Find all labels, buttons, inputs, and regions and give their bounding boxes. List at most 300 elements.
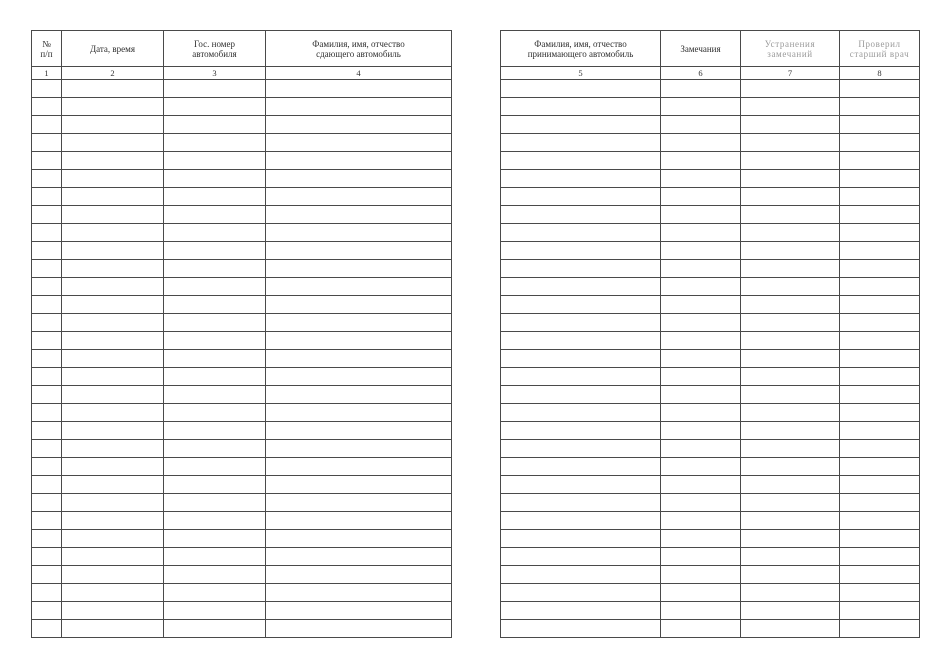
entry-cell: [840, 350, 920, 368]
entry-cell: [266, 494, 452, 512]
entry-cell: [840, 386, 920, 404]
entry-cell: [266, 116, 452, 134]
blank-entry-row: [501, 350, 920, 368]
entry-cell: [501, 458, 661, 476]
header-line: принимающего автомобиль: [527, 48, 634, 59]
blank-entry-row: [501, 152, 920, 170]
entry-cell: [32, 476, 62, 494]
entry-cell: [62, 80, 164, 98]
entry-cell: [661, 296, 741, 314]
entry-cell: [840, 260, 920, 278]
entry-cell: [501, 350, 661, 368]
entry-cell: [501, 224, 661, 242]
blank-entry-row: [501, 530, 920, 548]
column-number-row: [501, 67, 920, 80]
blank-entry-row: [501, 242, 920, 260]
entry-cell: [266, 512, 452, 530]
entry-cell: [164, 224, 266, 242]
entry-cell: [661, 440, 741, 458]
entry-cell: [840, 512, 920, 530]
entry-cell: [661, 548, 741, 566]
entry-cell: [501, 152, 661, 170]
blank-entry-row: [32, 494, 452, 512]
blank-entry-row: [501, 548, 920, 566]
entry-cell: [840, 314, 920, 332]
entry-cell: [840, 440, 920, 458]
blank-entry-row: [501, 134, 920, 152]
entry-cell: [266, 224, 452, 242]
entry-cell: [32, 602, 62, 620]
header-date-time: [62, 31, 164, 67]
entry-cell: [62, 404, 164, 422]
column-number: 1: [32, 67, 62, 80]
entry-cell: [62, 188, 164, 206]
entry-cell: [501, 548, 661, 566]
entry-cell: [501, 494, 661, 512]
header-plate-number: [164, 31, 266, 67]
header-row-number: [32, 31, 62, 67]
entry-cell: [741, 548, 840, 566]
blank-entry-row: [32, 260, 452, 278]
entry-cell: [661, 260, 741, 278]
blank-entry-row: [501, 404, 920, 422]
entry-cell: [501, 260, 661, 278]
entry-cell: [62, 170, 164, 188]
entry-cell: [501, 332, 661, 350]
entry-cell: [266, 602, 452, 620]
blank-entry-row: [32, 98, 452, 116]
blank-entry-row: [32, 602, 452, 620]
entry-cell: [164, 602, 266, 620]
column-number-row: [32, 67, 452, 80]
entry-cell: [164, 422, 266, 440]
entry-cell: [741, 620, 840, 638]
blank-entry-row: [501, 620, 920, 638]
entry-cell: [32, 80, 62, 98]
entry-cell: [501, 134, 661, 152]
entry-cell: [62, 242, 164, 260]
blank-entry-row: [32, 350, 452, 368]
entry-cell: [164, 332, 266, 350]
entry-cell: [62, 620, 164, 638]
entry-cell: [62, 548, 164, 566]
entry-cell: [164, 314, 266, 332]
entry-cell: [501, 476, 661, 494]
header-line: автомобиля: [192, 48, 237, 59]
blank-entry-row: [501, 602, 920, 620]
entry-cell: [164, 566, 266, 584]
entry-cell: [266, 584, 452, 602]
blank-entry-row: [32, 404, 452, 422]
entry-cell: [501, 530, 661, 548]
entry-cell: [62, 332, 164, 350]
blank-entry-row: [501, 386, 920, 404]
blank-entry-row: [501, 206, 920, 224]
entry-cell: [62, 530, 164, 548]
entry-cell: [164, 242, 266, 260]
entry-cell: [840, 206, 920, 224]
entry-cell: [661, 98, 741, 116]
entry-cell: [840, 134, 920, 152]
entry-cell: [266, 98, 452, 116]
entry-cell: [266, 566, 452, 584]
entry-cell: [741, 296, 840, 314]
header-line: старший врач: [849, 48, 910, 59]
entry-cell: [741, 368, 840, 386]
blank-entry-row: [32, 134, 452, 152]
header-receiving-driver-name: [501, 31, 661, 67]
column-number: 2: [62, 67, 164, 80]
entry-cell: [164, 620, 266, 638]
entry-cell: [62, 152, 164, 170]
entry-cell: [164, 296, 266, 314]
blank-entry-row: [32, 386, 452, 404]
entry-cell: [661, 152, 741, 170]
entry-cell: [741, 332, 840, 350]
entry-cell: [266, 134, 452, 152]
header-line: замечаний: [767, 48, 813, 59]
entry-cell: [266, 476, 452, 494]
entry-cell: [741, 314, 840, 332]
entry-cell: [741, 494, 840, 512]
entry-cell: [62, 386, 164, 404]
entry-cell: [661, 512, 741, 530]
blank-entry-row: [501, 440, 920, 458]
blank-entry-row: [32, 296, 452, 314]
entry-cell: [164, 98, 266, 116]
entry-cell: [62, 602, 164, 620]
entry-cell: [661, 134, 741, 152]
entry-cell: [661, 278, 741, 296]
entry-cell: [266, 422, 452, 440]
blank-entry-row: [32, 458, 452, 476]
entry-cell: [840, 368, 920, 386]
entry-cell: [32, 116, 62, 134]
column-number: 4: [266, 67, 452, 80]
entry-cell: [661, 530, 741, 548]
entry-cell: [661, 494, 741, 512]
header-row: [32, 31, 452, 67]
blank-entry-row: [501, 422, 920, 440]
blank-entry-row: [501, 332, 920, 350]
blank-entry-row: [501, 188, 920, 206]
entry-cell: [661, 476, 741, 494]
entry-cell: [741, 440, 840, 458]
header-line: Дата, время: [89, 43, 136, 54]
entry-cell: [840, 80, 920, 98]
entry-cell: [32, 278, 62, 296]
entry-cell: [661, 458, 741, 476]
entry-cell: [62, 350, 164, 368]
entry-cell: [501, 440, 661, 458]
entry-cell: [661, 386, 741, 404]
entry-cell: [741, 260, 840, 278]
entry-cell: [661, 602, 741, 620]
entry-cell: [62, 458, 164, 476]
entry-cell: [501, 314, 661, 332]
entry-cell: [32, 332, 62, 350]
entry-cell: [741, 278, 840, 296]
entry-cell: [741, 116, 840, 134]
entry-cell: [266, 440, 452, 458]
header-line: Фамилия, имя, отчество: [534, 38, 627, 49]
entry-cell: [32, 584, 62, 602]
entry-cell: [840, 296, 920, 314]
entry-cell: [661, 620, 741, 638]
blank-entry-row: [32, 314, 452, 332]
entry-cell: [32, 134, 62, 152]
entry-cell: [501, 170, 661, 188]
header-checked-by-senior-doctor: [840, 31, 920, 67]
entry-cell: [266, 314, 452, 332]
entry-cell: [840, 404, 920, 422]
entry-cell: [164, 548, 266, 566]
entry-cell: [266, 386, 452, 404]
blank-entry-row: [501, 476, 920, 494]
entry-cell: [32, 368, 62, 386]
column-number: 7: [741, 67, 840, 80]
blank-entry-row: [32, 170, 452, 188]
entry-cell: [840, 170, 920, 188]
entry-cell: [266, 296, 452, 314]
entry-cell: [266, 188, 452, 206]
blank-entry-row: [501, 494, 920, 512]
entry-cell: [741, 476, 840, 494]
entry-cell: [62, 134, 164, 152]
entry-cell: [164, 476, 266, 494]
blank-entry-row: [501, 368, 920, 386]
entry-cell: [164, 440, 266, 458]
entry-cell: [661, 224, 741, 242]
entry-cell: [32, 458, 62, 476]
entry-cell: [501, 422, 661, 440]
entry-cell: [741, 512, 840, 530]
entry-cell: [840, 116, 920, 134]
entry-cell: [741, 242, 840, 260]
entry-cell: [164, 494, 266, 512]
entry-cell: [164, 530, 266, 548]
blank-entry-row: [32, 530, 452, 548]
entry-cell: [32, 206, 62, 224]
entry-cell: [661, 80, 741, 98]
header-line: Фамилия, имя, отчество: [312, 38, 405, 49]
entry-cell: [32, 530, 62, 548]
blank-entry-row: [501, 314, 920, 332]
entry-cell: [840, 476, 920, 494]
entry-cell: [266, 350, 452, 368]
header-line: п/п: [40, 48, 53, 59]
blank-entry-row: [501, 296, 920, 314]
entry-cell: [32, 350, 62, 368]
header-remarks: [661, 31, 741, 67]
entry-cell: [501, 368, 661, 386]
blank-entry-row: [501, 224, 920, 242]
blank-entry-row: [32, 116, 452, 134]
entry-cell: [32, 260, 62, 278]
entry-cell: [741, 224, 840, 242]
blank-entry-row: [501, 278, 920, 296]
entry-cell: [840, 602, 920, 620]
entry-cell: [62, 476, 164, 494]
entry-cell: [164, 512, 266, 530]
entry-cell: [661, 332, 741, 350]
left-page: [31, 30, 451, 642]
blank-entry-row: [501, 584, 920, 602]
blank-entry-row: [32, 422, 452, 440]
entry-cell: [164, 188, 266, 206]
entry-cell: [501, 116, 661, 134]
entry-cell: [501, 296, 661, 314]
entry-cell: [501, 512, 661, 530]
entry-cell: [32, 242, 62, 260]
blank-entry-row: [32, 368, 452, 386]
entry-cell: [266, 332, 452, 350]
entry-cell: [62, 440, 164, 458]
blank-entry-row: [501, 566, 920, 584]
entry-cell: [32, 386, 62, 404]
entry-cell: [661, 404, 741, 422]
header-row: [501, 31, 920, 67]
entry-cell: [741, 170, 840, 188]
entry-cell: [741, 404, 840, 422]
blank-entry-row: [501, 98, 920, 116]
blank-entry-row: [32, 242, 452, 260]
header-line: Проверил: [858, 38, 901, 49]
entry-cell: [164, 170, 266, 188]
entry-cell: [661, 170, 741, 188]
entry-cell: [164, 458, 266, 476]
blank-entry-row: [501, 170, 920, 188]
entry-cell: [62, 260, 164, 278]
blank-entry-row: [32, 476, 452, 494]
entry-cell: [501, 602, 661, 620]
entry-cell: [164, 584, 266, 602]
entry-cell: [840, 422, 920, 440]
entry-cell: [62, 224, 164, 242]
entry-cell: [840, 494, 920, 512]
entry-cell: [164, 278, 266, 296]
entry-cell: [840, 548, 920, 566]
entry-cell: [661, 350, 741, 368]
entry-cell: [501, 404, 661, 422]
entry-cell: [501, 206, 661, 224]
blank-entry-row: [501, 260, 920, 278]
entry-cell: [164, 404, 266, 422]
entry-cell: [32, 494, 62, 512]
entry-cell: [840, 152, 920, 170]
entry-cell: [266, 260, 452, 278]
blank-entry-row: [501, 80, 920, 98]
entry-cell: [62, 116, 164, 134]
entry-cell: [501, 386, 661, 404]
entry-cell: [266, 548, 452, 566]
entry-cell: [840, 620, 920, 638]
entry-cell: [164, 134, 266, 152]
entry-cell: [266, 404, 452, 422]
entry-cell: [32, 566, 62, 584]
header-line: Замечания: [680, 43, 721, 54]
entry-cell: [266, 242, 452, 260]
entry-cell: [266, 530, 452, 548]
entry-cell: [266, 170, 452, 188]
entry-cell: [501, 188, 661, 206]
entry-cell: [266, 80, 452, 98]
entry-cell: [266, 278, 452, 296]
entry-cell: [741, 80, 840, 98]
entry-cell: [32, 188, 62, 206]
entry-cell: [661, 242, 741, 260]
entry-cell: [62, 512, 164, 530]
entry-cell: [266, 620, 452, 638]
entry-cell: [741, 530, 840, 548]
entry-cell: [164, 368, 266, 386]
entry-cell: [32, 512, 62, 530]
entry-cell: [266, 458, 452, 476]
blank-entry-row: [32, 332, 452, 350]
entry-cell: [62, 98, 164, 116]
entry-cell: [32, 440, 62, 458]
entry-cell: [840, 530, 920, 548]
entry-cell: [501, 566, 661, 584]
entry-cell: [164, 260, 266, 278]
blank-entry-row: [32, 278, 452, 296]
blank-entry-row: [32, 440, 452, 458]
entry-cell: [32, 296, 62, 314]
header-line: Гос. номер: [194, 38, 235, 49]
entry-cell: [32, 548, 62, 566]
entry-cell: [840, 458, 920, 476]
entry-cell: [501, 278, 661, 296]
entry-cell: [741, 188, 840, 206]
blank-entry-row: [501, 512, 920, 530]
entry-cell: [32, 152, 62, 170]
entry-cell: [266, 152, 452, 170]
entry-cell: [164, 116, 266, 134]
blank-entry-row: [32, 224, 452, 242]
entry-cell: [840, 584, 920, 602]
blank-entry-row: [501, 116, 920, 134]
entry-cell: [661, 566, 741, 584]
blank-entry-row: [501, 458, 920, 476]
column-number: 5: [501, 67, 661, 80]
right-log-table: [500, 30, 920, 638]
entry-cell: [501, 80, 661, 98]
entry-cell: [840, 188, 920, 206]
entry-cell: [840, 278, 920, 296]
entry-cell: [741, 584, 840, 602]
column-number: 8: [840, 67, 920, 80]
entry-cell: [164, 80, 266, 98]
entry-cell: [164, 386, 266, 404]
entry-cell: [741, 386, 840, 404]
entry-cell: [32, 620, 62, 638]
blank-entry-row: [32, 584, 452, 602]
entry-cell: [661, 368, 741, 386]
header-line: Устранения: [764, 38, 816, 49]
entry-cell: [62, 296, 164, 314]
column-number: 6: [661, 67, 741, 80]
entry-cell: [32, 170, 62, 188]
entry-cell: [266, 206, 452, 224]
entry-cell: [840, 242, 920, 260]
blank-entry-row: [32, 620, 452, 638]
entry-cell: [32, 224, 62, 242]
entry-cell: [62, 494, 164, 512]
entry-cell: [501, 98, 661, 116]
entry-cell: [840, 332, 920, 350]
entry-cell: [741, 206, 840, 224]
entry-cell: [661, 422, 741, 440]
